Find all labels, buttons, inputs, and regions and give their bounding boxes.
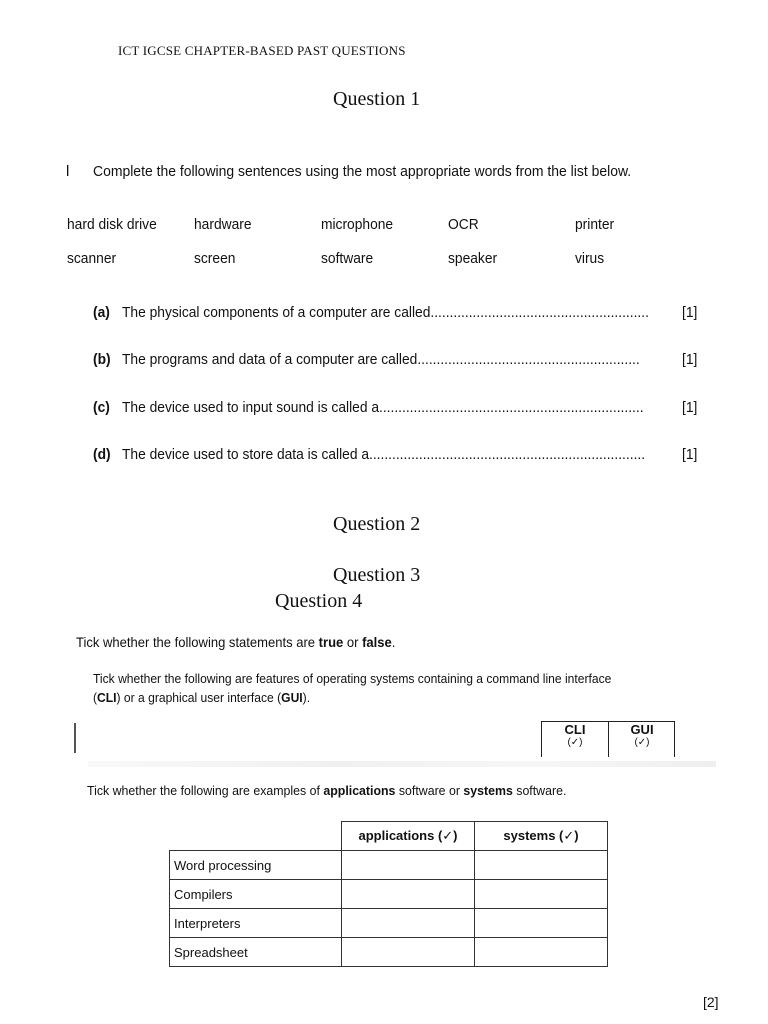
systems-tick-cell[interactable]	[475, 880, 608, 909]
applications-tick-cell[interactable]	[342, 851, 475, 880]
systems-tick-cell[interactable]	[475, 938, 608, 967]
total-mark: [2]	[703, 994, 719, 1010]
word-item: OCR	[448, 216, 479, 233]
word-item: virus	[575, 250, 605, 267]
instruction-text: ) or a graphical user interface (	[116, 690, 282, 705]
question-4-instruction	[76, 634, 395, 650]
scan-edge-line	[74, 723, 76, 753]
question-1-part-d	[0, 446, 768, 466]
part-text: The programs and data of a computer are called..........................................................	[122, 351, 640, 368]
question-1-title: Question 1	[333, 88, 421, 110]
applications-tick-cell[interactable]	[342, 909, 475, 938]
part-text: The device used to store data is called a........................................................................	[122, 446, 646, 463]
applications-tick-cell[interactable]	[342, 880, 475, 909]
instruction-text: Tick whether the following statements are	[76, 634, 319, 650]
instruction-bold-true: true	[318, 634, 344, 650]
instruction-text: Tick whether the following are examples of	[87, 783, 324, 798]
table-header-row	[170, 822, 608, 851]
part-mark: [1]	[682, 351, 698, 368]
table-row	[170, 851, 608, 880]
part-label: (b)	[93, 351, 111, 368]
question-1-part-c	[0, 399, 768, 419]
part-text: The physical components of a computer are called.........................................................	[122, 304, 649, 321]
instruction-text: (	[93, 690, 98, 705]
applications-column-header: applications (✓)	[342, 822, 475, 851]
question-1-intro: Complete the following sentences using the most appropriate words from the list below.	[93, 163, 632, 180]
question-2-title: Question 2	[333, 513, 421, 535]
word-item: speaker	[448, 250, 498, 267]
cli-column-header	[542, 722, 609, 757]
word-item: scanner	[67, 250, 117, 267]
scan-artifact	[88, 761, 716, 767]
row-label: Interpreters	[170, 909, 342, 938]
word-item: microphone	[321, 216, 394, 233]
gui-column-header	[609, 722, 675, 757]
instruction-text: software or	[395, 783, 464, 798]
systems-tick-cell[interactable]	[475, 851, 608, 880]
instruction-bold-gui: GUI	[281, 690, 303, 705]
part-label: (c)	[93, 399, 110, 416]
row-label: Compilers	[170, 880, 342, 909]
systems-column-header: systems (✓)	[475, 822, 608, 851]
word-item: software	[321, 250, 374, 267]
cli-header-label: CLI	[564, 722, 586, 737]
question-1-part-b	[0, 351, 768, 371]
tick-glyph: (✓)	[634, 737, 650, 748]
instruction-bold-systems: systems	[463, 783, 513, 798]
cli-gui-instruction-line-1: Tick whether the following are features of operating systems containing a command line interface	[93, 671, 612, 686]
part-mark: [1]	[682, 304, 698, 321]
tick-glyph: (✓)	[567, 737, 583, 748]
table-corner-cell	[170, 822, 342, 851]
part-text: The device used to input sound is called a.....................................................................	[122, 399, 644, 416]
applications-systems-instruction	[87, 783, 566, 798]
question-3-title: Question 3	[333, 564, 421, 586]
cli-gui-instruction-line-2	[93, 688, 611, 707]
gui-header-label: GUI	[630, 722, 654, 737]
question-1-number: l	[66, 163, 70, 180]
applications-tick-cell[interactable]	[342, 938, 475, 967]
part-mark: [1]	[682, 446, 698, 463]
question-1-part-a	[0, 304, 768, 324]
instruction-text: .	[391, 634, 396, 650]
part-label: (a)	[93, 304, 110, 321]
table-row	[170, 909, 608, 938]
instruction-text: ).	[302, 690, 311, 705]
word-item: hard disk drive	[67, 216, 157, 233]
word-item: screen	[194, 250, 236, 267]
instruction-text: software.	[512, 783, 567, 798]
row-label: Word processing	[170, 851, 342, 880]
word-item: printer	[575, 216, 615, 233]
cli-gui-table	[541, 721, 675, 757]
table-row	[170, 938, 608, 967]
instruction-bold-cli: CLI	[97, 690, 117, 705]
part-label: (d)	[93, 446, 111, 463]
instruction-bold-false: false	[362, 634, 392, 650]
table-row	[170, 880, 608, 909]
part-mark: [1]	[682, 399, 698, 416]
word-item: hardware	[194, 216, 252, 233]
instruction-bold-applications: applications	[323, 783, 396, 798]
document-header: ICT IGCSE CHAPTER-BASED PAST QUESTIONS	[118, 43, 406, 58]
row-label: Spreadsheet	[170, 938, 342, 967]
question-4-title: Question 4	[275, 590, 363, 612]
cli-gui-instruction	[93, 669, 611, 707]
applications-systems-table	[169, 821, 608, 967]
instruction-text: or	[343, 634, 363, 650]
systems-tick-cell[interactable]	[475, 909, 608, 938]
